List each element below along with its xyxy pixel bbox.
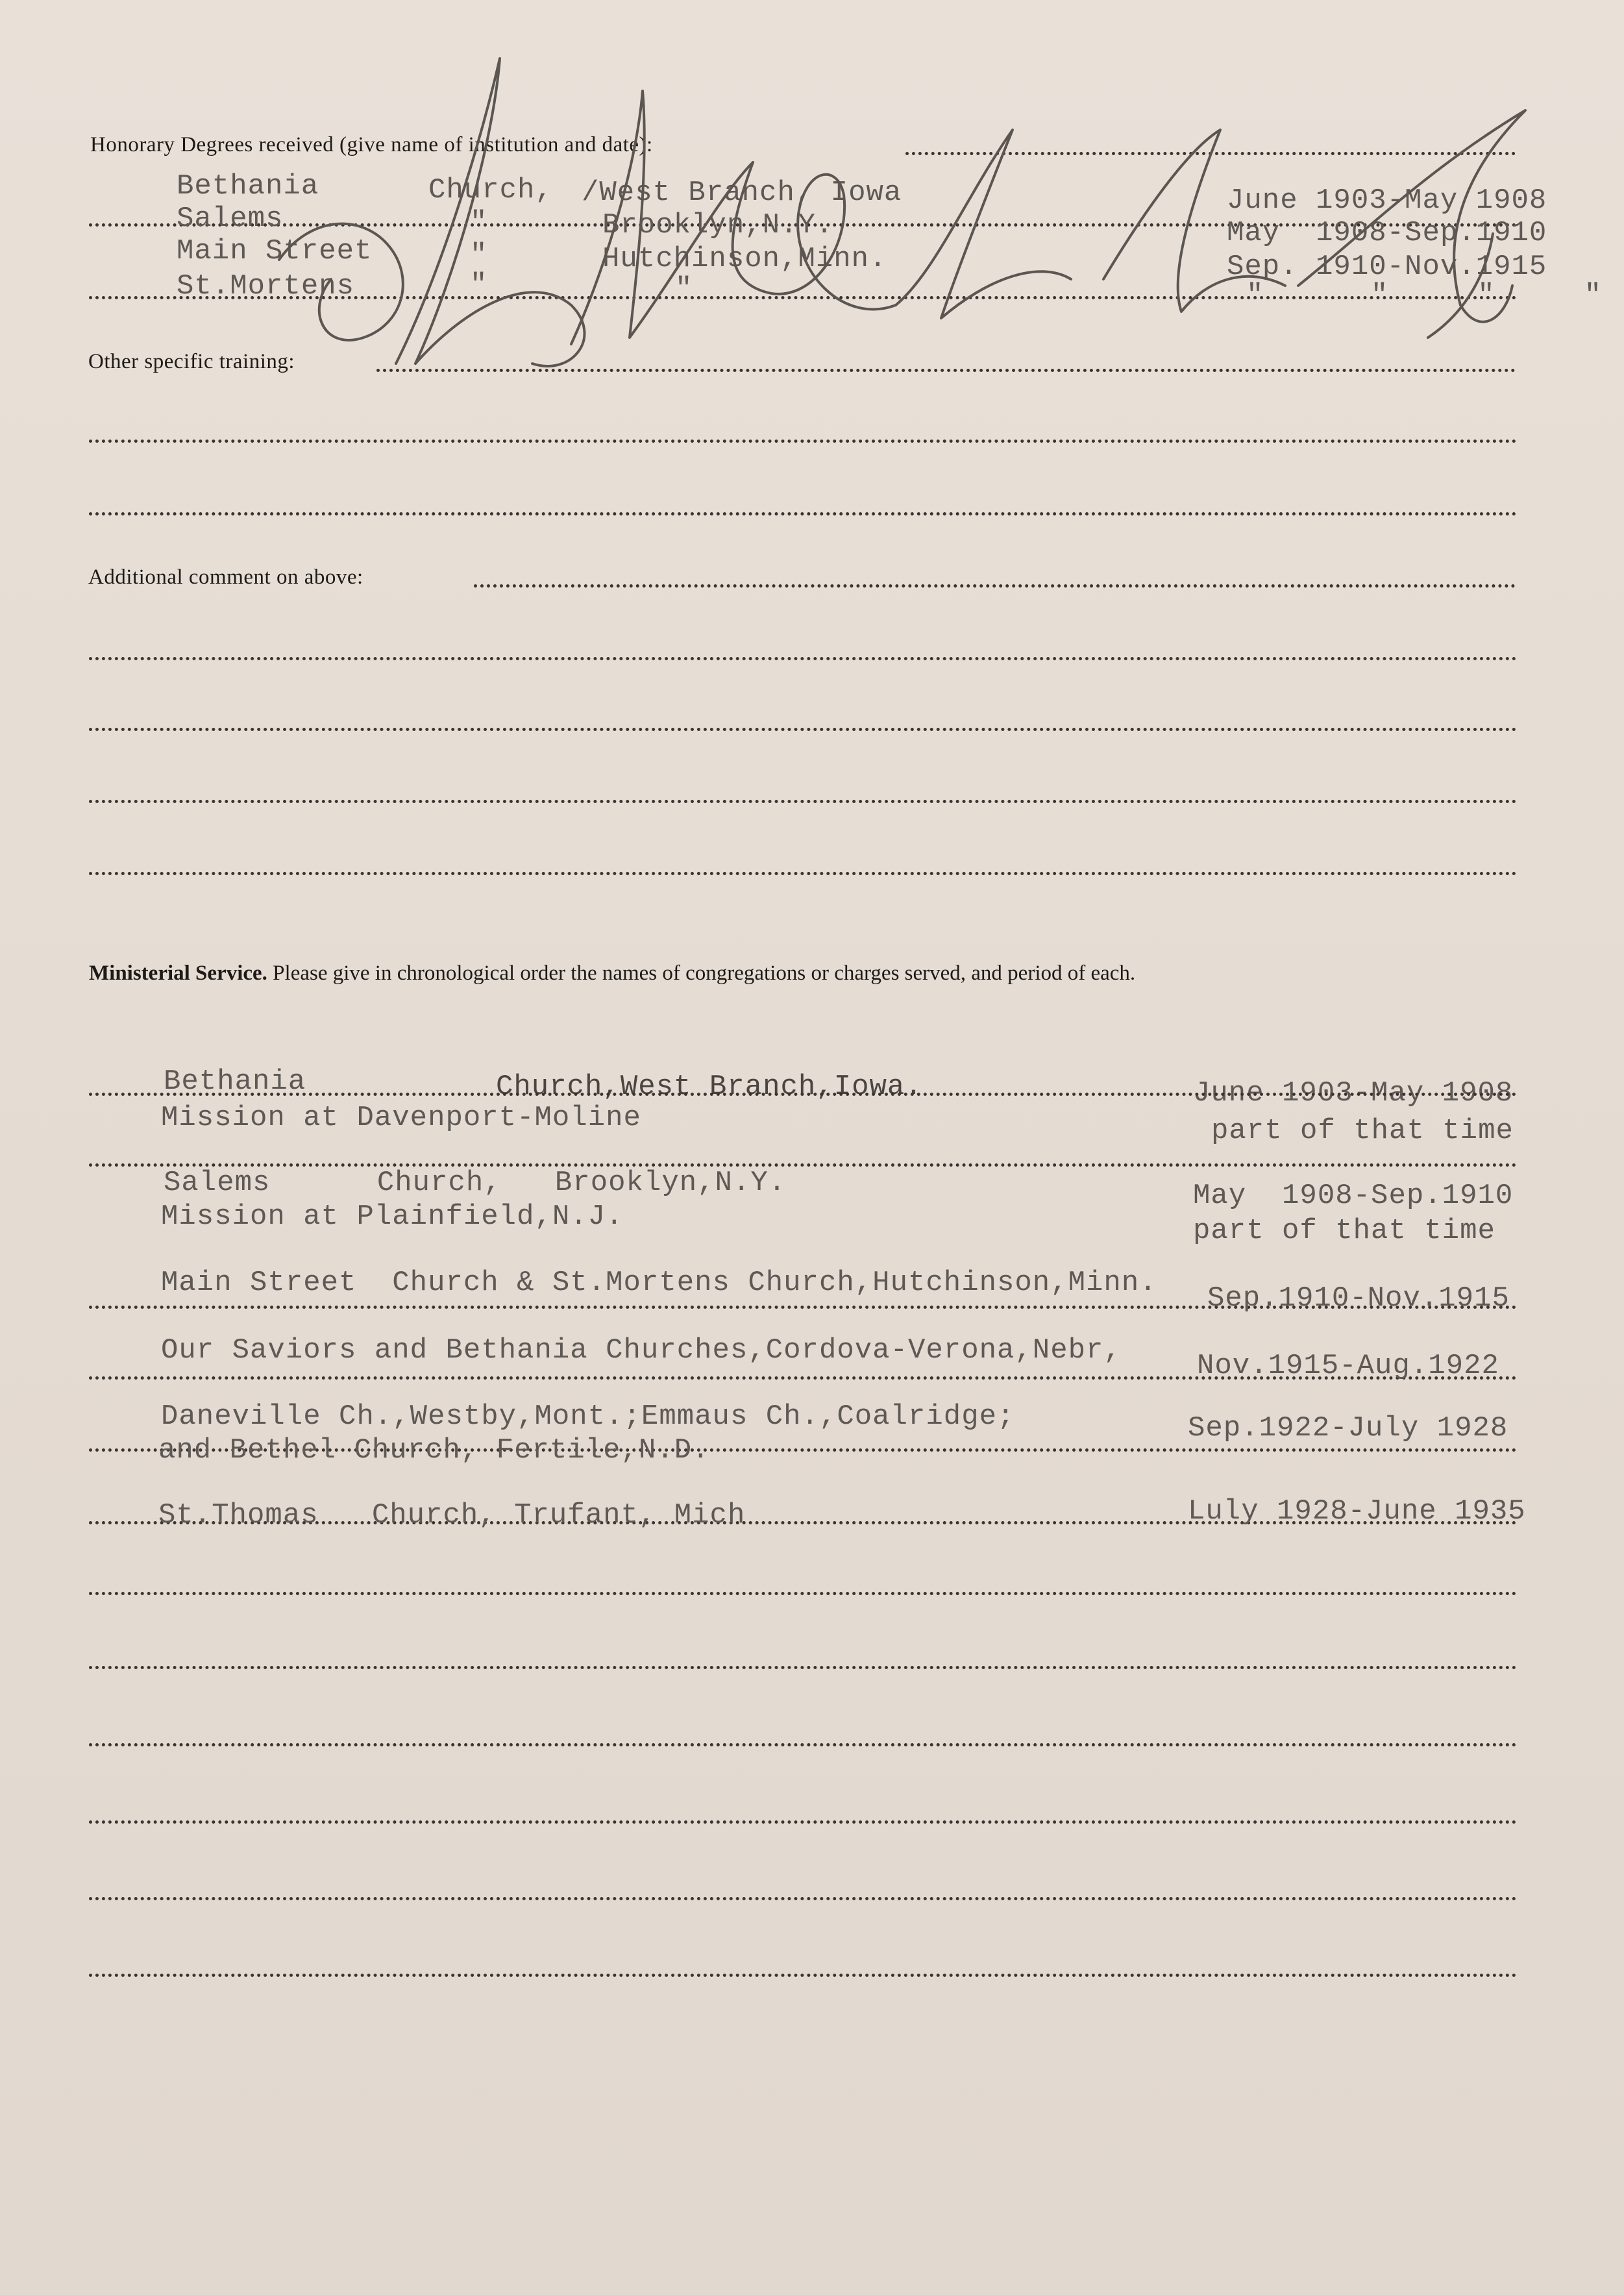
service-dates: Sep.1910-Nov.1915	[1207, 1282, 1510, 1315]
service-congregation: Our Saviors and Bethania Churches,Cordova-Verona,Nebr,	[161, 1334, 1122, 1367]
answer-line[interactable]	[89, 1820, 1517, 1824]
honorary-dates: June 1903-May 1908	[1227, 184, 1547, 217]
honorary-name: Main Street	[177, 235, 373, 267]
service-congregation: Bethania	[164, 1065, 306, 1098]
answer-line[interactable]	[89, 657, 1517, 660]
service-mission: Mission at Plainfield,N.J.	[161, 1200, 624, 1233]
answer-line[interactable]	[89, 1897, 1517, 1900]
honorary-church: "	[470, 206, 488, 239]
service-congregation: Main Street Church & St.Mortens Church,Hutchinson,Minn.	[161, 1267, 1157, 1299]
service-congregation: Daneville Ch.,Westby,Mont.;Emmaus Ch.,Coalridge;	[161, 1400, 1015, 1433]
honorary-church: Church,	[428, 174, 553, 206]
honorary-location: /West Branch, Iowa	[582, 177, 902, 209]
service-mission: Mission at Davenport-Moline	[161, 1102, 641, 1134]
service-dates: May 1908-Sep.1910	[1193, 1180, 1514, 1212]
honorary-dates: " " " "	[1246, 279, 1603, 312]
answer-line[interactable]	[89, 1093, 1517, 1096]
service-congregation: St.Thomas Church, Trufant, Mich	[158, 1499, 746, 1532]
honorary-name: Salems	[177, 203, 284, 235]
answer-line[interactable]	[89, 512, 1517, 515]
other-training-label: Other specific training:	[88, 350, 295, 373]
service-dates-note: part of that time	[1211, 1115, 1514, 1147]
ministerial-service-text: Please give in chronological order the names of congregations or charges served, and period of each.	[273, 961, 1136, 985]
honorary-location: "	[675, 273, 693, 305]
answer-line[interactable]	[905, 152, 1516, 155]
answer-line[interactable]	[89, 440, 1517, 443]
honorary-dates: Sep. 1910-Nov.1915	[1227, 251, 1547, 283]
service-dates: Sep.1922-July 1928	[1188, 1412, 1508, 1445]
answer-line[interactable]	[89, 1666, 1517, 1669]
service-congregation: Salems Church, Brooklyn,N.Y.	[164, 1167, 787, 1199]
answer-line[interactable]	[89, 1974, 1517, 1977]
answer-line[interactable]	[89, 1743, 1517, 1746]
honorary-church: "	[470, 239, 488, 271]
service-congregation-cont: and Bethel Church, Fertile,N.D.	[158, 1434, 710, 1467]
service-dates: Luly 1928-June 1935	[1188, 1495, 1526, 1528]
answer-line[interactable]	[89, 728, 1517, 731]
answer-line[interactable]	[89, 800, 1517, 803]
service-dates-note: part of that time	[1193, 1215, 1495, 1247]
answer-line[interactable]	[376, 369, 1516, 372]
service-dates: Nov.1915-Aug.1922	[1197, 1350, 1499, 1382]
honorary-degrees-label: Honorary Degrees received (give name of institution and date):	[90, 133, 653, 156]
honorary-location: Hutchinson,Minn.	[602, 243, 887, 275]
service-church-location: Church,West Branch,Iowa.	[496, 1071, 923, 1103]
answer-line[interactable]	[474, 584, 1516, 588]
answer-line[interactable]	[89, 1592, 1517, 1595]
ministerial-service-heading: Ministerial Service.	[89, 961, 267, 985]
answer-line[interactable]	[89, 872, 1517, 875]
honorary-church: "	[470, 269, 488, 301]
honorary-name: Bethania	[177, 170, 319, 203]
additional-comment-label: Additional comment on above:	[88, 565, 363, 589]
honorary-name: St.Mortens	[177, 270, 355, 303]
ministerial-service-instructions	[89, 953, 1517, 994]
service-dates: June 1903-May 1908	[1193, 1077, 1514, 1110]
honorary-dates: May 1908-Sep.1910	[1227, 217, 1547, 249]
honorary-location: Brooklyn,N.Y.	[602, 209, 834, 242]
